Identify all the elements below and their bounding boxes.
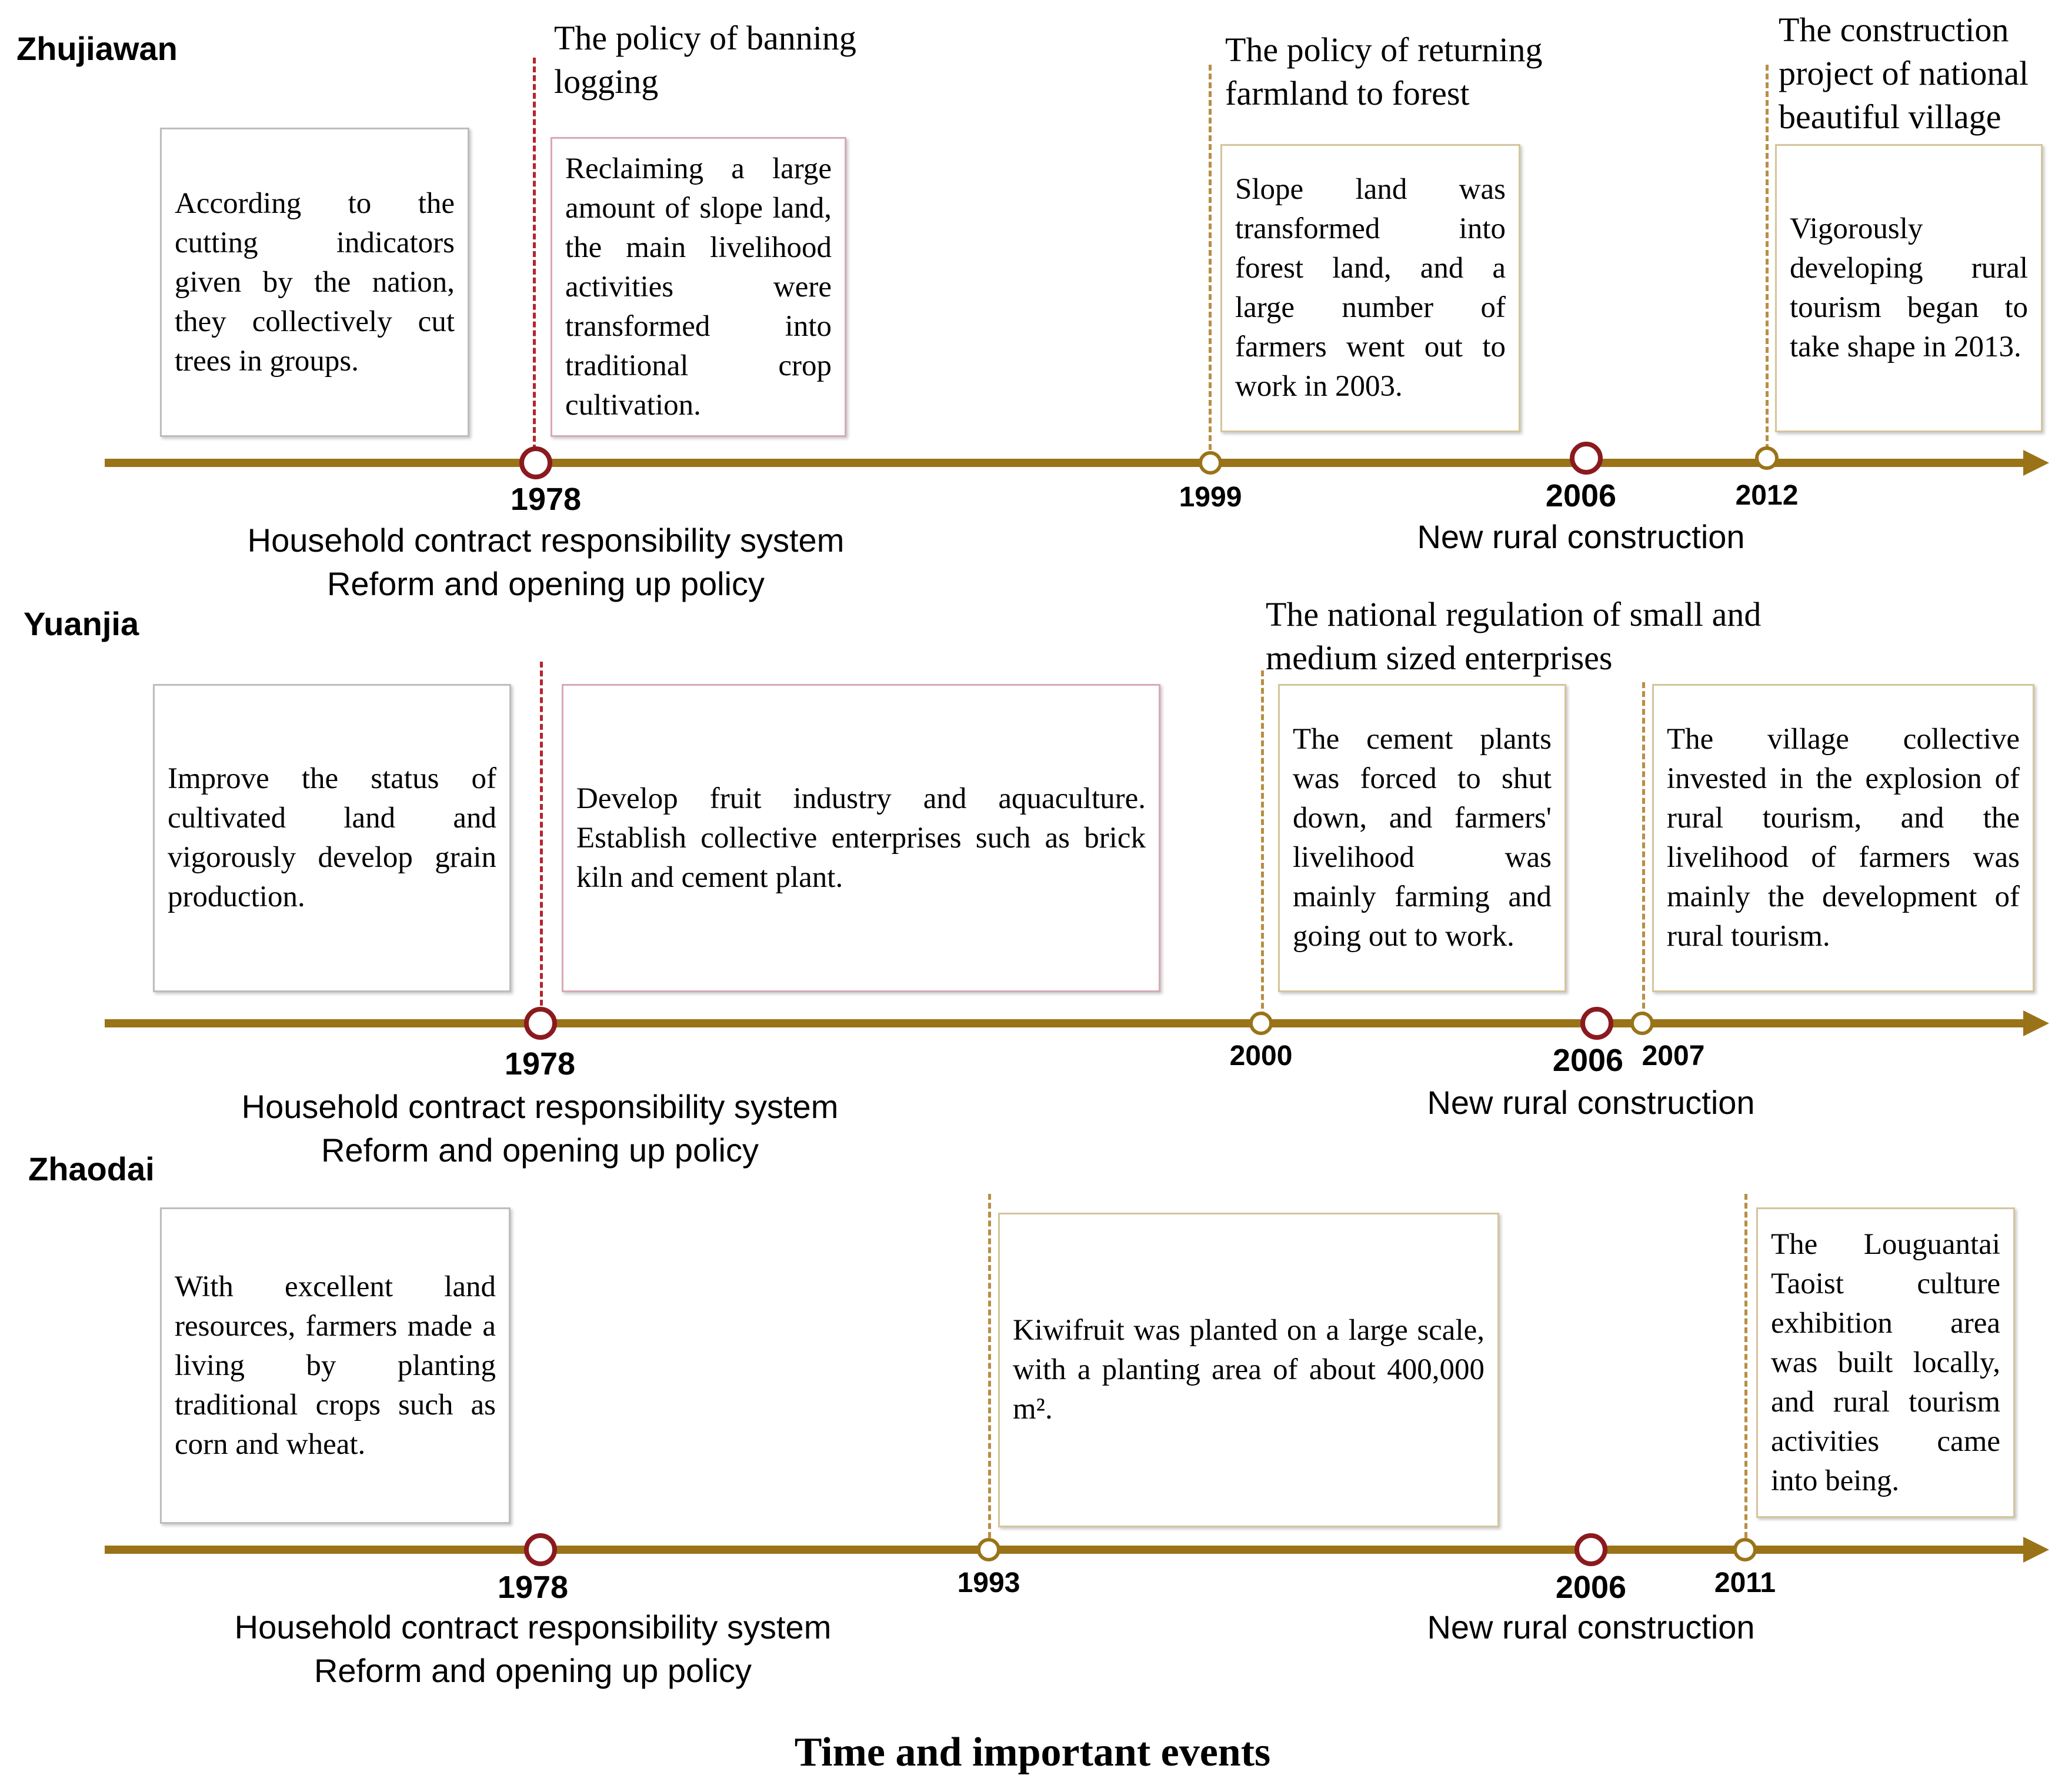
year-label: 1993 xyxy=(957,1567,1020,1599)
policy-label: The national regulation of small and medium sized enterprises xyxy=(1266,595,1762,677)
year-marker xyxy=(1755,446,1779,470)
timeline-axis xyxy=(105,459,2031,467)
year-label: 1978 xyxy=(504,1046,576,1082)
year-label: 2007 xyxy=(1642,1040,1705,1072)
timeline-arrowhead xyxy=(2023,450,2049,476)
year-label: 1999 xyxy=(1179,482,1242,513)
policy-dashed-line xyxy=(1642,682,1645,1017)
policy-dashed-line xyxy=(533,58,536,450)
year-marker xyxy=(1630,1012,1654,1035)
year-label: 1978 xyxy=(497,1570,569,1605)
policy-dashed-line xyxy=(1209,65,1212,459)
year-marker xyxy=(1249,1012,1273,1035)
timeline-axis xyxy=(105,1019,2031,1027)
event-box: Improve the status of cultivated land and vigorously develop grain production. xyxy=(153,684,511,992)
event-caption: Household contract responsibility system Reform and opening up policy xyxy=(241,1088,839,1169)
year-marker xyxy=(977,1538,1000,1561)
policy-dashed-line xyxy=(540,662,543,1015)
policy-dashed-line xyxy=(1766,65,1769,459)
year-label: 2006 xyxy=(1545,478,1617,513)
event-caption: Household contract responsibility system Reform and opening up policy xyxy=(234,1609,832,1689)
year-label: 2012 xyxy=(1735,480,1799,511)
village-label: Zhaodai xyxy=(28,1150,155,1187)
event-box: Slope land was transformed into forest land, and a large number of farmers went out to work in 2003. xyxy=(1220,144,1520,432)
event-box: The village collective invested in the explosion of rural tourism, and the livelihood of farmers was mainly the development of rural tourism. xyxy=(1652,684,2034,992)
event-box: According to the cutting indicators given by the nation, they collectively cut trees in groups. xyxy=(160,128,469,437)
event-caption: New rural construction xyxy=(1427,1084,1755,1121)
year-label: 2011 xyxy=(1714,1567,1776,1599)
policy-label: The policy of banning logging xyxy=(554,19,856,101)
timeline-arrowhead xyxy=(2023,1010,2049,1036)
event-caption: New rural construction xyxy=(1417,518,1745,555)
event-box: Reclaiming a large amount of slope land, the main livelihood activities were transformed into traditional crop cultivation. xyxy=(551,137,846,437)
policy-dashed-line xyxy=(1261,670,1264,1017)
year-marker xyxy=(524,1533,557,1566)
event-box: Kiwifruit was planted on a large scale, with a planting area of about 400,000 m². xyxy=(998,1213,1499,1527)
event-box: The Louguantai Taoist culture exhibition area was built locally, and rural tourism activities came into being. xyxy=(1756,1207,2015,1518)
event-caption: Household contract responsibility system Reform and opening up policy xyxy=(247,522,845,602)
year-marker xyxy=(524,1007,557,1040)
policy-dashed-line xyxy=(1744,1194,1747,1547)
year-marker xyxy=(1570,442,1603,475)
event-box: With excellent land resources, farmers made a living by planting traditional crops such as corn and wheat. xyxy=(160,1207,511,1524)
year-marker xyxy=(1733,1538,1757,1561)
diagram-footer-title: Time and important events xyxy=(794,1730,1271,1775)
event-box: Develop fruit industry and aquaculture. Establish collective enterprises such as brick kiln and cement plant. xyxy=(562,684,1160,992)
village-label: Yuanjia xyxy=(24,605,139,642)
event-box: The cement plants was forced to shut down, and farmers' livelihood was mainly farming and going out to work. xyxy=(1278,684,1566,992)
village-label: Zhujiawan xyxy=(16,30,178,67)
year-label: 2000 xyxy=(1229,1040,1293,1072)
year-marker xyxy=(1580,1007,1613,1040)
event-caption: New rural construction xyxy=(1427,1609,1755,1646)
year-label: 2006 xyxy=(1552,1043,1624,1078)
policy-label: The policy of returning farmland to forest xyxy=(1225,31,1543,112)
policy-dashed-line xyxy=(988,1194,991,1547)
year-marker xyxy=(1574,1533,1607,1566)
year-label: 1978 xyxy=(510,482,582,517)
policy-label: The construction project of national beautiful village xyxy=(1779,11,2029,136)
timeline-arrowhead xyxy=(2023,1537,2049,1563)
year-marker xyxy=(1199,451,1222,475)
year-marker xyxy=(519,446,552,479)
event-box: Vigorously developing rural tourism began to take shape in 2013. xyxy=(1775,144,2043,432)
year-label: 2006 xyxy=(1555,1570,1627,1605)
